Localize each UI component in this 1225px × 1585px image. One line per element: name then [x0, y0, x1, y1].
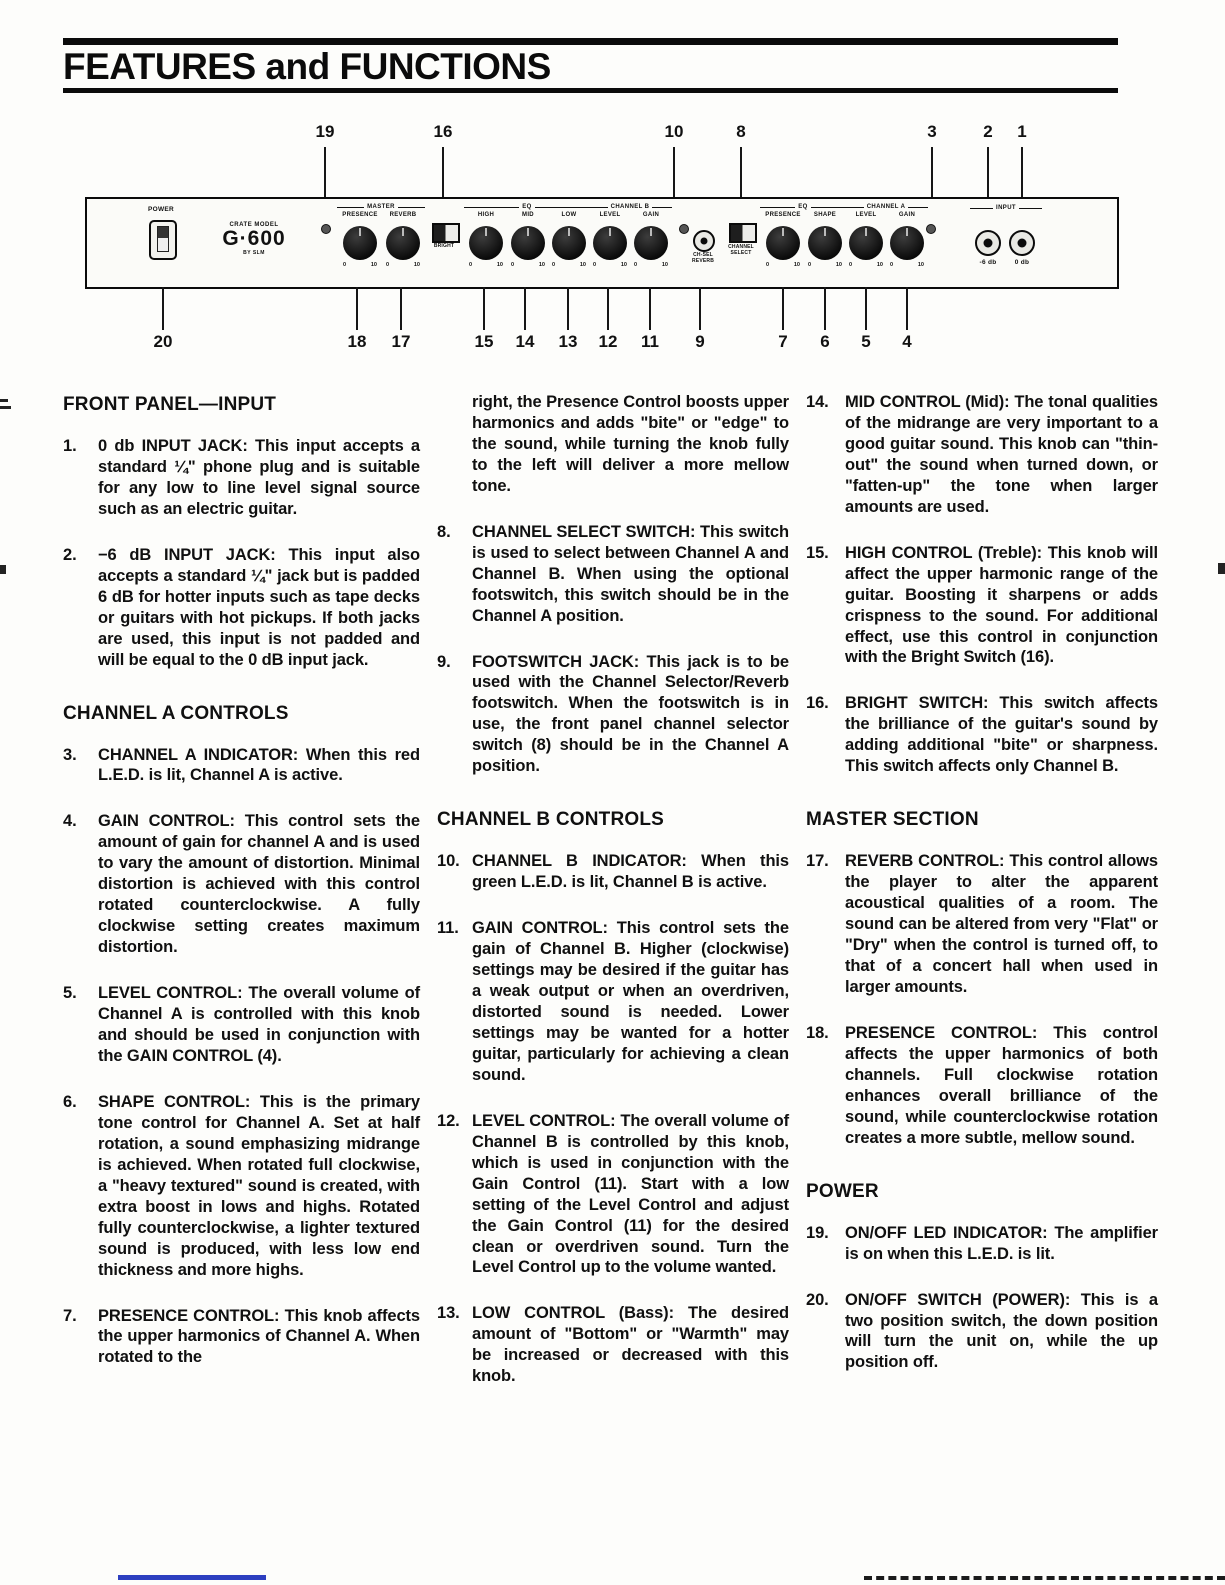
knob-scale-tick: 0: [386, 262, 390, 268]
knob-gain: [634, 226, 668, 260]
callout-number-12: 12: [598, 332, 618, 351]
feature-item-15: 15. HIGH CONTROL (Treble): This knob will affect the upper harmonic range of the guitar. Boosting it sharpens or adds crispness to the sound. For additional effect, use this control in conjunction with the Bright Switch (16).: [806, 543, 1158, 667]
feature-item-5: 5. LEVEL CONTROL: The overall volume of Channel A is controlled with this knob and should be used in conjunction with the GAIN CONTROL (4).: [63, 984, 420, 1065]
section-heading: CHANNEL A CONTROLS: [63, 702, 289, 724]
knob-mid: [511, 226, 545, 260]
callout-number-3: 3: [927, 122, 937, 141]
scan-edge-mark: [1218, 563, 1225, 574]
by-line: BY SLM: [243, 250, 265, 257]
feature-item-12: 12. LEVEL CONTROL: The overall volume of Channel B is controlled by this knob, which is used in conjunction with the Gain Control (11). Start with a low setting of the Level Control and adjust the Gain Control (11) for the desired clean or overdriven sound. Turn the Level Control up to the volume wanted.: [437, 1111, 789, 1277]
knob-scale-tick: 0: [808, 262, 812, 268]
bright-switch: [432, 223, 460, 243]
feature-item-19: 19. ON/OFF LED INDICATOR: The amplifier is on when this L.E.D. is lit.: [806, 1223, 1158, 1263]
knob-label-level: LEVEL: [599, 212, 621, 218]
callout-line-14: [524, 287, 526, 330]
feature-item-title: GAIN CONTROL:: [98, 812, 235, 831]
section-heading: POWER: [806, 1180, 879, 1202]
feature-item-title: CHANNEL A INDICATOR:: [98, 745, 299, 764]
feature-item-title: LEVEL CONTROL:: [472, 1111, 616, 1130]
knob-label-shape: SHAPE: [813, 212, 837, 218]
feature-item-title: ON/OFF LED INDICATOR:: [845, 1223, 1048, 1242]
callout-number-15: 15: [474, 332, 494, 351]
knob-scale-tick: 10: [579, 262, 586, 268]
feature-item-16: 16. BRIGHT SWITCH: This switch affects the brilliance of the guitar's sound by adding additional "bite" or sharpness. This switch affects only Channel B.: [806, 694, 1158, 776]
knob-scale-level: [593, 262, 627, 268]
feature-item-number: 5.: [63, 984, 77, 1003]
knob-scale-tick: 0: [766, 262, 770, 268]
panel-section-label-channel-b: [588, 204, 672, 210]
knob-scale-gain: [634, 262, 668, 268]
knob-low: [552, 226, 586, 260]
feature-item-number: 19.: [806, 1223, 829, 1242]
knob-scale-tick: 0: [890, 262, 894, 268]
callout-number-20: 20: [153, 332, 173, 351]
callout-line-8: [740, 147, 742, 197]
scan-edge-mark: [0, 399, 8, 402]
feature-item-title: 0 db INPUT JACK:: [98, 437, 248, 455]
callout-line-2: [987, 147, 989, 197]
feature-item-9: 9. FOOTSWITCH JACK: This jack is to be used with the Channel Selector/Reverb footswitch. When the footswitch is in use, the front panel channel selector switch (8) should be in the Channel A position.: [437, 652, 789, 776]
callout-line-9: [699, 287, 701, 330]
knob-level: [849, 226, 883, 260]
feature-item-title: BRIGHT SWITCH:: [845, 694, 989, 713]
callout-number-10: 10: [664, 122, 684, 141]
channel-a-led: [926, 224, 936, 234]
channel-select-switch: [729, 223, 757, 243]
scan-edge-mark: [0, 406, 11, 409]
callout-number-13: 13: [558, 332, 578, 351]
callout-number-1: 1: [1017, 122, 1027, 141]
callout-line-4: [906, 287, 908, 330]
callout-line-10: [673, 147, 675, 197]
feature-item-6: 6. SHAPE CONTROL: This is the primary tone control for Channel A. Set at half rotation, a sound emphasizing midrange is achieved. When rotated full clockwise, a "heavy textured" sound is created, with extra boost in lows and highs. Rotated fully counterclockwise, a lighter textured sound is produced, with less low end thickness and more highs.: [63, 1092, 421, 1279]
knob-scale-tick: 10: [538, 262, 545, 268]
callout-number-19: 19: [315, 122, 335, 141]
input-jack-0db: [1009, 230, 1035, 256]
knob-label-reverb: REVERB: [389, 212, 417, 218]
knob-scale-reverb: [386, 262, 420, 268]
panel-section-label-text: MASTER: [367, 204, 395, 210]
panel-section-label-text: CHANNEL A: [866, 204, 906, 210]
knob-scale-tick: 10: [876, 262, 883, 268]
feature-item-2: 2. −6 dB INPUT JACK: This input also accepts a standard ¼" jack but is padded 6 dB for hotter inputs such as tape decks or guitars with hot pickups. If both jacks are used, this input is not padded and will be equal to the 0 dB input jack.: [63, 545, 420, 669]
knob-presence: [766, 226, 800, 260]
callout-line-18: [356, 287, 358, 330]
feature-item-number: 3.: [63, 745, 77, 764]
bright-switch-label: BRIGHT: [433, 243, 455, 249]
knob-scale-gain: [890, 262, 924, 268]
knob-scale-presence: [766, 262, 800, 268]
feature-item-number: 14.: [806, 393, 829, 411]
knob-scale-tick: 0: [511, 262, 515, 268]
section-heading: FRONT PANEL—INPUT: [63, 394, 277, 415]
knob-label-presence: PRESENCE: [342, 212, 378, 218]
feature-item-3: 3. CHANNEL A INDICATOR: When this red L.E.D. is lit, Channel A is active.: [63, 745, 420, 785]
feature-item-title: GAIN CONTROL:: [472, 919, 608, 938]
knob-label-gain: GAIN: [642, 212, 660, 218]
feature-item-8: 8. CHANNEL SELECT SWITCH: This switch is used to select between Channel A and Channel B. When using the optional footswitch, this switch should be in the Channel A position.: [437, 522, 789, 625]
feature-item-1: 1. 0 db INPUT JACK: This input accepts a standard ¼" phone plug and is suitable for any low to line level signal source such as an electric guitar.: [63, 437, 421, 518]
knob-gain: [890, 226, 924, 260]
power-led: [321, 224, 331, 234]
knob-scale-tick: 0: [343, 262, 347, 268]
feature-item-number: 6.: [63, 1092, 77, 1111]
callout-number-8: 8: [736, 122, 746, 141]
knob-high: [469, 226, 503, 260]
knob-scale-presence: [343, 262, 377, 268]
scan-artifact-dashed-line: [864, 1576, 1225, 1580]
feature-item-17: 17. REVERB CONTROL: This control allows the player to alter the apparent acoustical qualities of a room. The sound can be altered from very "Flat" or "Dry" when the control is turned off, to that of a concert hall when used in larger amounts.: [806, 852, 1158, 996]
feature-item-number: 15.: [806, 543, 829, 562]
feature-item-number: 17.: [806, 852, 829, 871]
page-title: FEATURES and FUNCTIONS: [63, 46, 551, 87]
section-heading: MASTER SECTION: [806, 809, 979, 831]
crate-model-label: CRATE MODEL: [229, 222, 279, 228]
callout-number-2: 2: [983, 122, 993, 141]
feature-item-title: LOW CONTROL (Bass):: [472, 1304, 674, 1323]
knob-scale-level: [849, 262, 883, 268]
feature-item-18: 18. PRESENCE CONTROL: This control affects the upper harmonics of both channels. Full clockwise rotation enhances overall brilliance of the sound, while counterclockwise rotation creates a more subtle, mellow sound.: [806, 1023, 1158, 1147]
knob-label-low: LOW: [561, 212, 577, 218]
knob-scale-high: [469, 262, 503, 268]
panel-section-label-master: [337, 204, 425, 210]
callout-line-15: [483, 287, 485, 330]
callout-line-13: [567, 287, 569, 330]
callout-line-12: [607, 287, 609, 330]
callout-line-6: [824, 287, 826, 330]
input-jack-minus6db: [975, 230, 1001, 256]
knob-presence: [343, 226, 377, 260]
knob-scale-tick: 0: [849, 262, 853, 268]
panel-section-label-text: EQ: [798, 204, 808, 210]
jack-label-minus6db: -6 db: [979, 259, 997, 266]
callout-line-1: [1021, 147, 1023, 197]
feature-item-title: −6 dB INPUT JACK:: [98, 545, 276, 564]
power-switch: [149, 220, 177, 260]
knob-scale-low: [552, 262, 586, 268]
feature-item-10: 10. CHANNEL B INDICATOR: When this green L.E.D. is lit, Channel B is active.: [437, 852, 789, 892]
callout-number-5: 5: [861, 332, 871, 351]
feature-item-title: PRESENCE CONTROL:: [98, 1306, 280, 1325]
feature-item-number: 9.: [437, 652, 451, 671]
feature-item-number: 1.: [63, 437, 77, 455]
callout-number-17: 17: [391, 332, 411, 351]
knob-shape: [808, 226, 842, 260]
feature-item-number: 8.: [437, 522, 451, 541]
knob-label-high: HIGH: [477, 212, 495, 218]
input-section-label-text: INPUT: [996, 205, 1016, 211]
callout-line-17: [400, 287, 402, 330]
features-text: [63, 392, 1160, 1412]
knob-scale-tick: 10: [661, 262, 668, 268]
knob-scale-tick: 0: [552, 262, 556, 268]
feature-item-number: 4.: [63, 812, 77, 831]
knob-label-presence: PRESENCE: [765, 212, 801, 218]
knob-scale-tick: 0: [634, 262, 638, 268]
channel-select-label: CHANNEL SELECT: [728, 244, 754, 257]
feature-item-13: 13. LOW CONTROL (Bass): The desired amount of "Bottom" or "Warmth" may be increased or decreased with this knob.: [437, 1304, 789, 1386]
knob-scale-tick: 10: [620, 262, 627, 268]
brand-block: [206, 222, 302, 256]
callout-number-6: 6: [820, 332, 830, 351]
jack-label-0db: 0 db: [1014, 259, 1030, 266]
feature-item-number: 13.: [437, 1304, 460, 1323]
model-name: G·600: [222, 227, 286, 250]
knob-scale-tick: 0: [593, 262, 597, 268]
panel-section-label-text: CHANNEL B: [610, 204, 650, 210]
feature-item-4: 4. GAIN CONTROL: This control sets the amount of gain for channel A and is used to vary the amount of distortion. Minimal distortion is achieved with this control rotated counterclockwise. A fully clockwise setting creates maximum distortion.: [63, 812, 420, 957]
knob-level: [593, 226, 627, 260]
knob-label-level: LEVEL: [855, 212, 877, 218]
knob-scale-tick: 10: [413, 262, 420, 268]
feature-item-title: CHANNEL SELECT SWITCH:: [472, 522, 696, 541]
panel-section-label-text: EQ: [522, 204, 532, 210]
callout-number-18: 18: [347, 332, 367, 351]
text-column-3: [806, 392, 1158, 1412]
feature-item-14: 14. MID CONTROL (Mid): The tonal qualities of the midrange are very important to a good guitar sound. This knob can "thin-out" the sound when turned down, or "fatten-up" the tone when larger amounts are used.: [806, 393, 1159, 516]
knob-scale-shape: [808, 262, 842, 268]
callout-number-9: 9: [695, 332, 705, 351]
feature-item-title: SHAPE CONTROL:: [98, 1092, 251, 1111]
text-column-1: [63, 392, 420, 1412]
feature-item-number: 16.: [806, 694, 829, 713]
power-label: POWER: [147, 206, 175, 213]
feature-item-20: 20. ON/OFF SWITCH (POWER): This is a two position switch, the down position will turn the unit on, while the up position off.: [806, 1290, 1159, 1372]
knob-label-mid: MID: [522, 212, 534, 218]
callout-line-3: [931, 147, 933, 197]
callout-number-11: 11: [641, 332, 659, 351]
callout-number-14: 14: [515, 332, 535, 351]
knob-scale-mid: [511, 262, 545, 268]
feature-item-title: FOOTSWITCH JACK:: [472, 652, 640, 671]
callout-number-4: 4: [902, 332, 912, 351]
feature-item-title: PRESENCE CONTROL:: [845, 1023, 1038, 1042]
callout-line-7: [782, 287, 784, 330]
feature-item-number: 12.: [437, 1111, 460, 1130]
knob-scale-tick: 10: [370, 262, 377, 268]
feature-item-title: MID CONTROL (Mid):: [845, 393, 1010, 411]
knob-scale-tick: 0: [469, 262, 473, 268]
scan-edge-mark: [0, 565, 6, 574]
feature-item-title: ON/OFF SWITCH (POWER):: [845, 1290, 1071, 1309]
panel-section-label-eq: [464, 204, 590, 210]
footswitch-jack: [693, 230, 715, 252]
feature-item-7: 7. PRESENCE CONTROL: This knob affects the upper harmonics of Channel A. When rotated to the: [63, 1306, 420, 1367]
feature-item-number: 18.: [806, 1023, 829, 1042]
feature-item-title: HIGH CONTROL (Treble):: [845, 543, 1043, 562]
callout-number-7: 7: [778, 332, 788, 351]
text-column-2: [437, 392, 789, 1412]
callout-line-20: [162, 287, 164, 330]
feature-item-title: REVERB CONTROL:: [845, 852, 1005, 871]
section-heading: CHANNEL B CONTROLS: [437, 809, 665, 831]
knob-scale-tick: 10: [496, 262, 503, 268]
callout-line-11: [649, 287, 651, 330]
feature-item-11: 11. GAIN CONTROL: This control sets the gain of Channel B. Higher (clockwise) settings may be desired if the guitar has a weak output or when an overdriven, distorted sound is needed. Lower settings may be wanted for a hotter guitar, particularly for achieving a clean sound.: [437, 919, 789, 1084]
feature-item-number: 7.: [63, 1306, 77, 1325]
scan-artifact-blue-line: [118, 1575, 266, 1580]
knob-scale-tick: 10: [835, 262, 842, 268]
knob-label-gain: GAIN: [898, 212, 916, 218]
feature-item-number: 2.: [63, 545, 77, 564]
knob-reverb: [386, 226, 420, 260]
callout-number-16: 16: [433, 122, 453, 141]
feature-item-number: 11.: [437, 919, 459, 938]
feature-item-number: 10.: [437, 852, 460, 871]
knob-scale-tick: 10: [793, 262, 800, 268]
feature-item-number: 20.: [806, 1290, 829, 1309]
feature-item-title: LEVEL CONTROL:: [98, 984, 243, 1003]
callout-line-16: [442, 147, 444, 197]
channel-b-led: [679, 224, 689, 234]
panel-section-label-eq: [760, 204, 846, 210]
continuation-paragraph: right, the Presence Control boosts upper harmonics and adds "bite" or "edge" to the sound, while turning the knob fully to the left will deliver a more mellow tone.: [472, 393, 789, 495]
feature-item-title: CHANNEL B INDICATOR:: [472, 852, 687, 871]
callout-line-19: [324, 147, 326, 197]
panel-section-label-channel-a: [844, 204, 928, 210]
footswitch-jack-label: CH-SEL REVERB: [691, 252, 715, 265]
knob-scale-tick: 10: [917, 262, 924, 268]
input-section-label: [970, 205, 1042, 211]
callout-line-5: [865, 287, 867, 330]
